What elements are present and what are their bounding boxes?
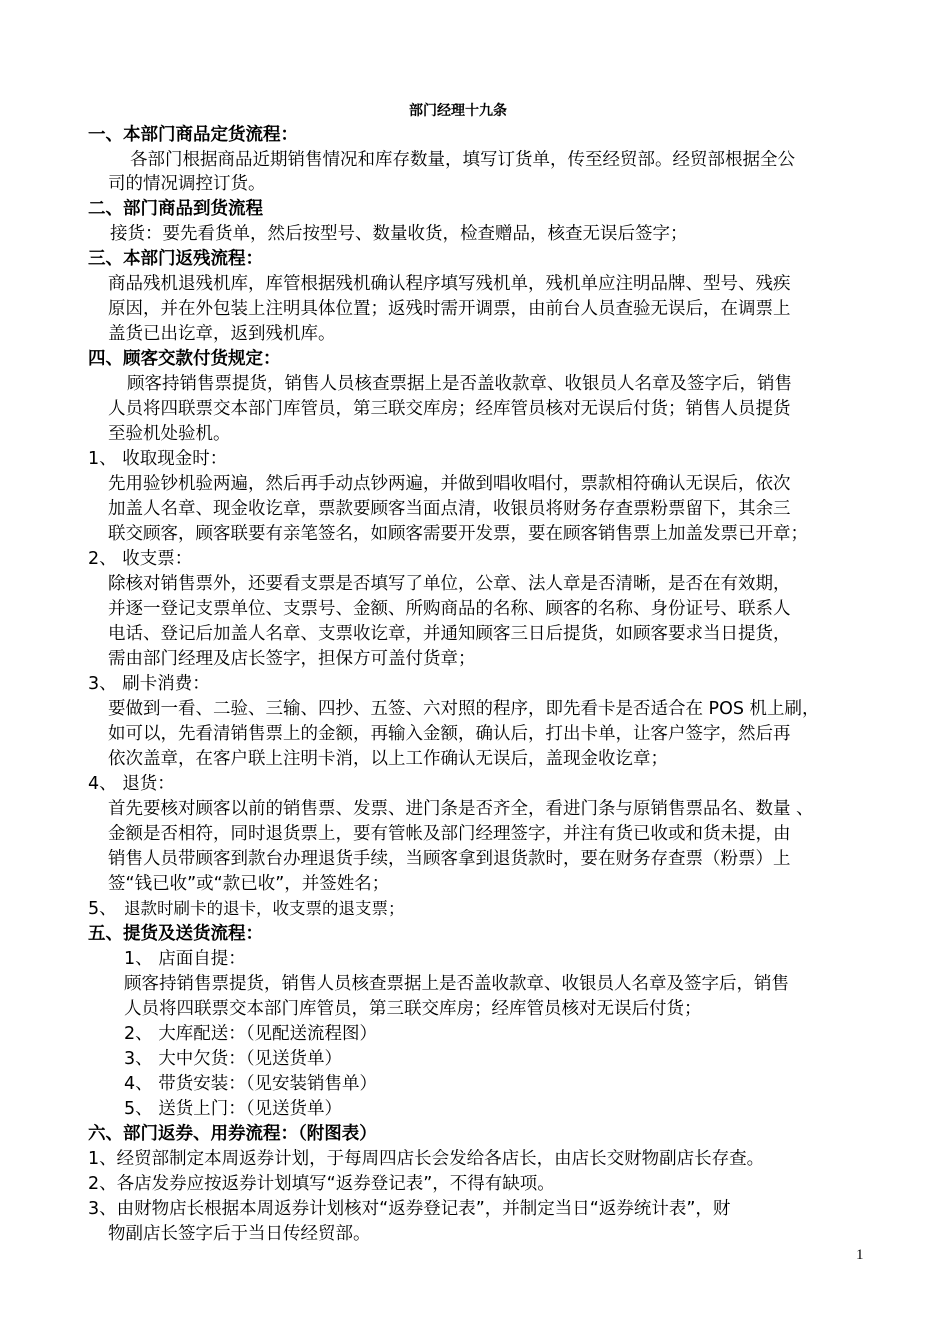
- text-line: 3、 大中欠货：（见送货单）: [124, 1049, 342, 1069]
- text-line: 司的情况调控订货。: [108, 174, 266, 194]
- text-line: 盖货已出讫章，返到残机库。: [108, 324, 336, 344]
- text-line: 人员将四联票交本部门库管员，第三联交库房；经库管员核对无误后付货；销售人员提货: [108, 399, 791, 419]
- text-line: 联交顾客，顾客联要有亲笔签名，如顾客需要开发票，要在顾客销售票上加盖发票已开章；: [108, 524, 808, 544]
- text-line: 1、 收取现金时：: [88, 449, 228, 469]
- text-line: 电话、登记后加盖人名章、支票收讫章，并通知顾客三日后提货，如顾客要求当日提货，: [108, 624, 791, 644]
- text-line: 依次盖章，在客户联上注明卡消，以上工作确认无误后，盖现金收讫章；: [108, 749, 668, 769]
- section-heading: 二、部门商品到货流程: [88, 199, 263, 219]
- text-line: 4、 退货：: [88, 774, 175, 794]
- text-line: 要做到一看、二验、三输、四抄、五签、六对照的程序，即先看卡是否适合在 POS 机上刷，: [108, 699, 820, 719]
- text-line: 除核对销售票外，还要看支票是否填写了单位，公章、法人章是否清晰，是否在有效期，: [108, 574, 791, 594]
- text-line: 签“钱已收”或“款已收”，并签姓名；: [108, 874, 390, 894]
- text-line: 顾客持销售票提货，销售人员核查票据上是否盖收款章、收银员人名章及签字后，销售: [127, 374, 792, 394]
- text-line: 商品残机退残机库，库管根据残机确认程序填写残机单，残机单应注明品牌、型号、残疾: [108, 274, 791, 294]
- text-line: 顾客持销售票提货，销售人员核查票据上是否盖收款章、收银员人名章及签字后，销售: [124, 974, 789, 994]
- text-line: 接货：要先看货单，然后按型号、数量收货，检查赠品，核查无误后签字；: [110, 224, 688, 244]
- text-line: 先用验钞机验两遍，然后再手动点钞两遍，并做到唱收唱付，票款相符确认无误后，依次: [108, 474, 791, 494]
- section-heading: 三、本部门返残流程：: [88, 249, 263, 269]
- page-title: 部门经理十九条: [409, 103, 507, 119]
- text-line: 2、各店发券应按返券计划填写“返券登记表”，不得有缺项。: [88, 1174, 555, 1194]
- text-line: 销售人员带顾客到款台办理退货手续，当顾客拿到退货款时，要在财务存查票（粉票）上: [108, 849, 791, 869]
- section-heading: 五、提货及送货流程：: [88, 924, 263, 944]
- text-line: 1、 店面自提：: [124, 949, 246, 969]
- text-line: 加盖人名章、现金收讫章，票款要顾客当面点清，收银员将财务存查票粉票留下，其余三: [108, 499, 791, 519]
- text-line: 首先要核对顾客以前的销售票、发票、进门条是否齐全，看进门条与原销售票品名、数量 、: [108, 799, 814, 819]
- text-line: 如可以，先看清销售票上的金额，再输入金额，确认后，打出卡单，让客户签字，然后再: [108, 724, 791, 744]
- text-line: 3、 刷卡消费：: [88, 674, 210, 694]
- text-line: 原因，并在外包装上注明具体位置；返残时需开调票，由前台人员查验无误后，在调票上: [108, 299, 791, 319]
- text-line: 3、由财物店长根据本周返券计划核对“返券登记表”，并制定当日“返券统计表”，财: [88, 1199, 731, 1219]
- text-line: 2、 大库配送：（见配送流程图）: [124, 1024, 377, 1044]
- text-line: 至验机处验机。: [108, 424, 231, 444]
- text-line: 5、: [88, 899, 117, 919]
- text-line: 5、 送货上门：（见送货单）: [124, 1099, 342, 1119]
- section-heading: 一、本部门商品定货流程：: [88, 125, 298, 145]
- section-heading: 四、顾客交款付货规定：: [88, 349, 281, 369]
- text-line: 物副店长签字后于当日传经贸部。: [108, 1224, 371, 1244]
- section-heading: 六、部门返券、用券流程：（附图表）: [88, 1124, 377, 1144]
- text-line: 1、经贸部制定本周返券计划，于每周四店长会发给各店长，由店长交财物副店长存查。: [88, 1149, 765, 1169]
- text-line: 2、 收支票：: [88, 549, 193, 569]
- text-line: 4、 带货安装：（见安装销售单）: [124, 1074, 377, 1094]
- text-line: 需由部门经理及店长签字，担保方可盖付货章；: [108, 649, 476, 669]
- page-number: 1: [856, 1247, 864, 1263]
- text-line: 金额是否相符，同时退货票上，要有管帐及部门经理签字，并注有货已收或和货未提，由: [108, 824, 791, 844]
- text-line: 退款时刷卡的退卡，收支票的退支票；: [124, 899, 405, 918]
- text-line: 各部门根据商品近期销售情况和库存数量，填写订货单，传至经贸部。经贸部根据全公: [130, 150, 795, 170]
- text-line: 人员将四联票交本部门库管员，第三联交库房；经库管员核对无误后付货；: [124, 999, 702, 1019]
- text-line: 并逐一登记支票单位、支票号、金额、所购商品的名称、顾客的名称、身份证号、联系人: [108, 599, 791, 619]
